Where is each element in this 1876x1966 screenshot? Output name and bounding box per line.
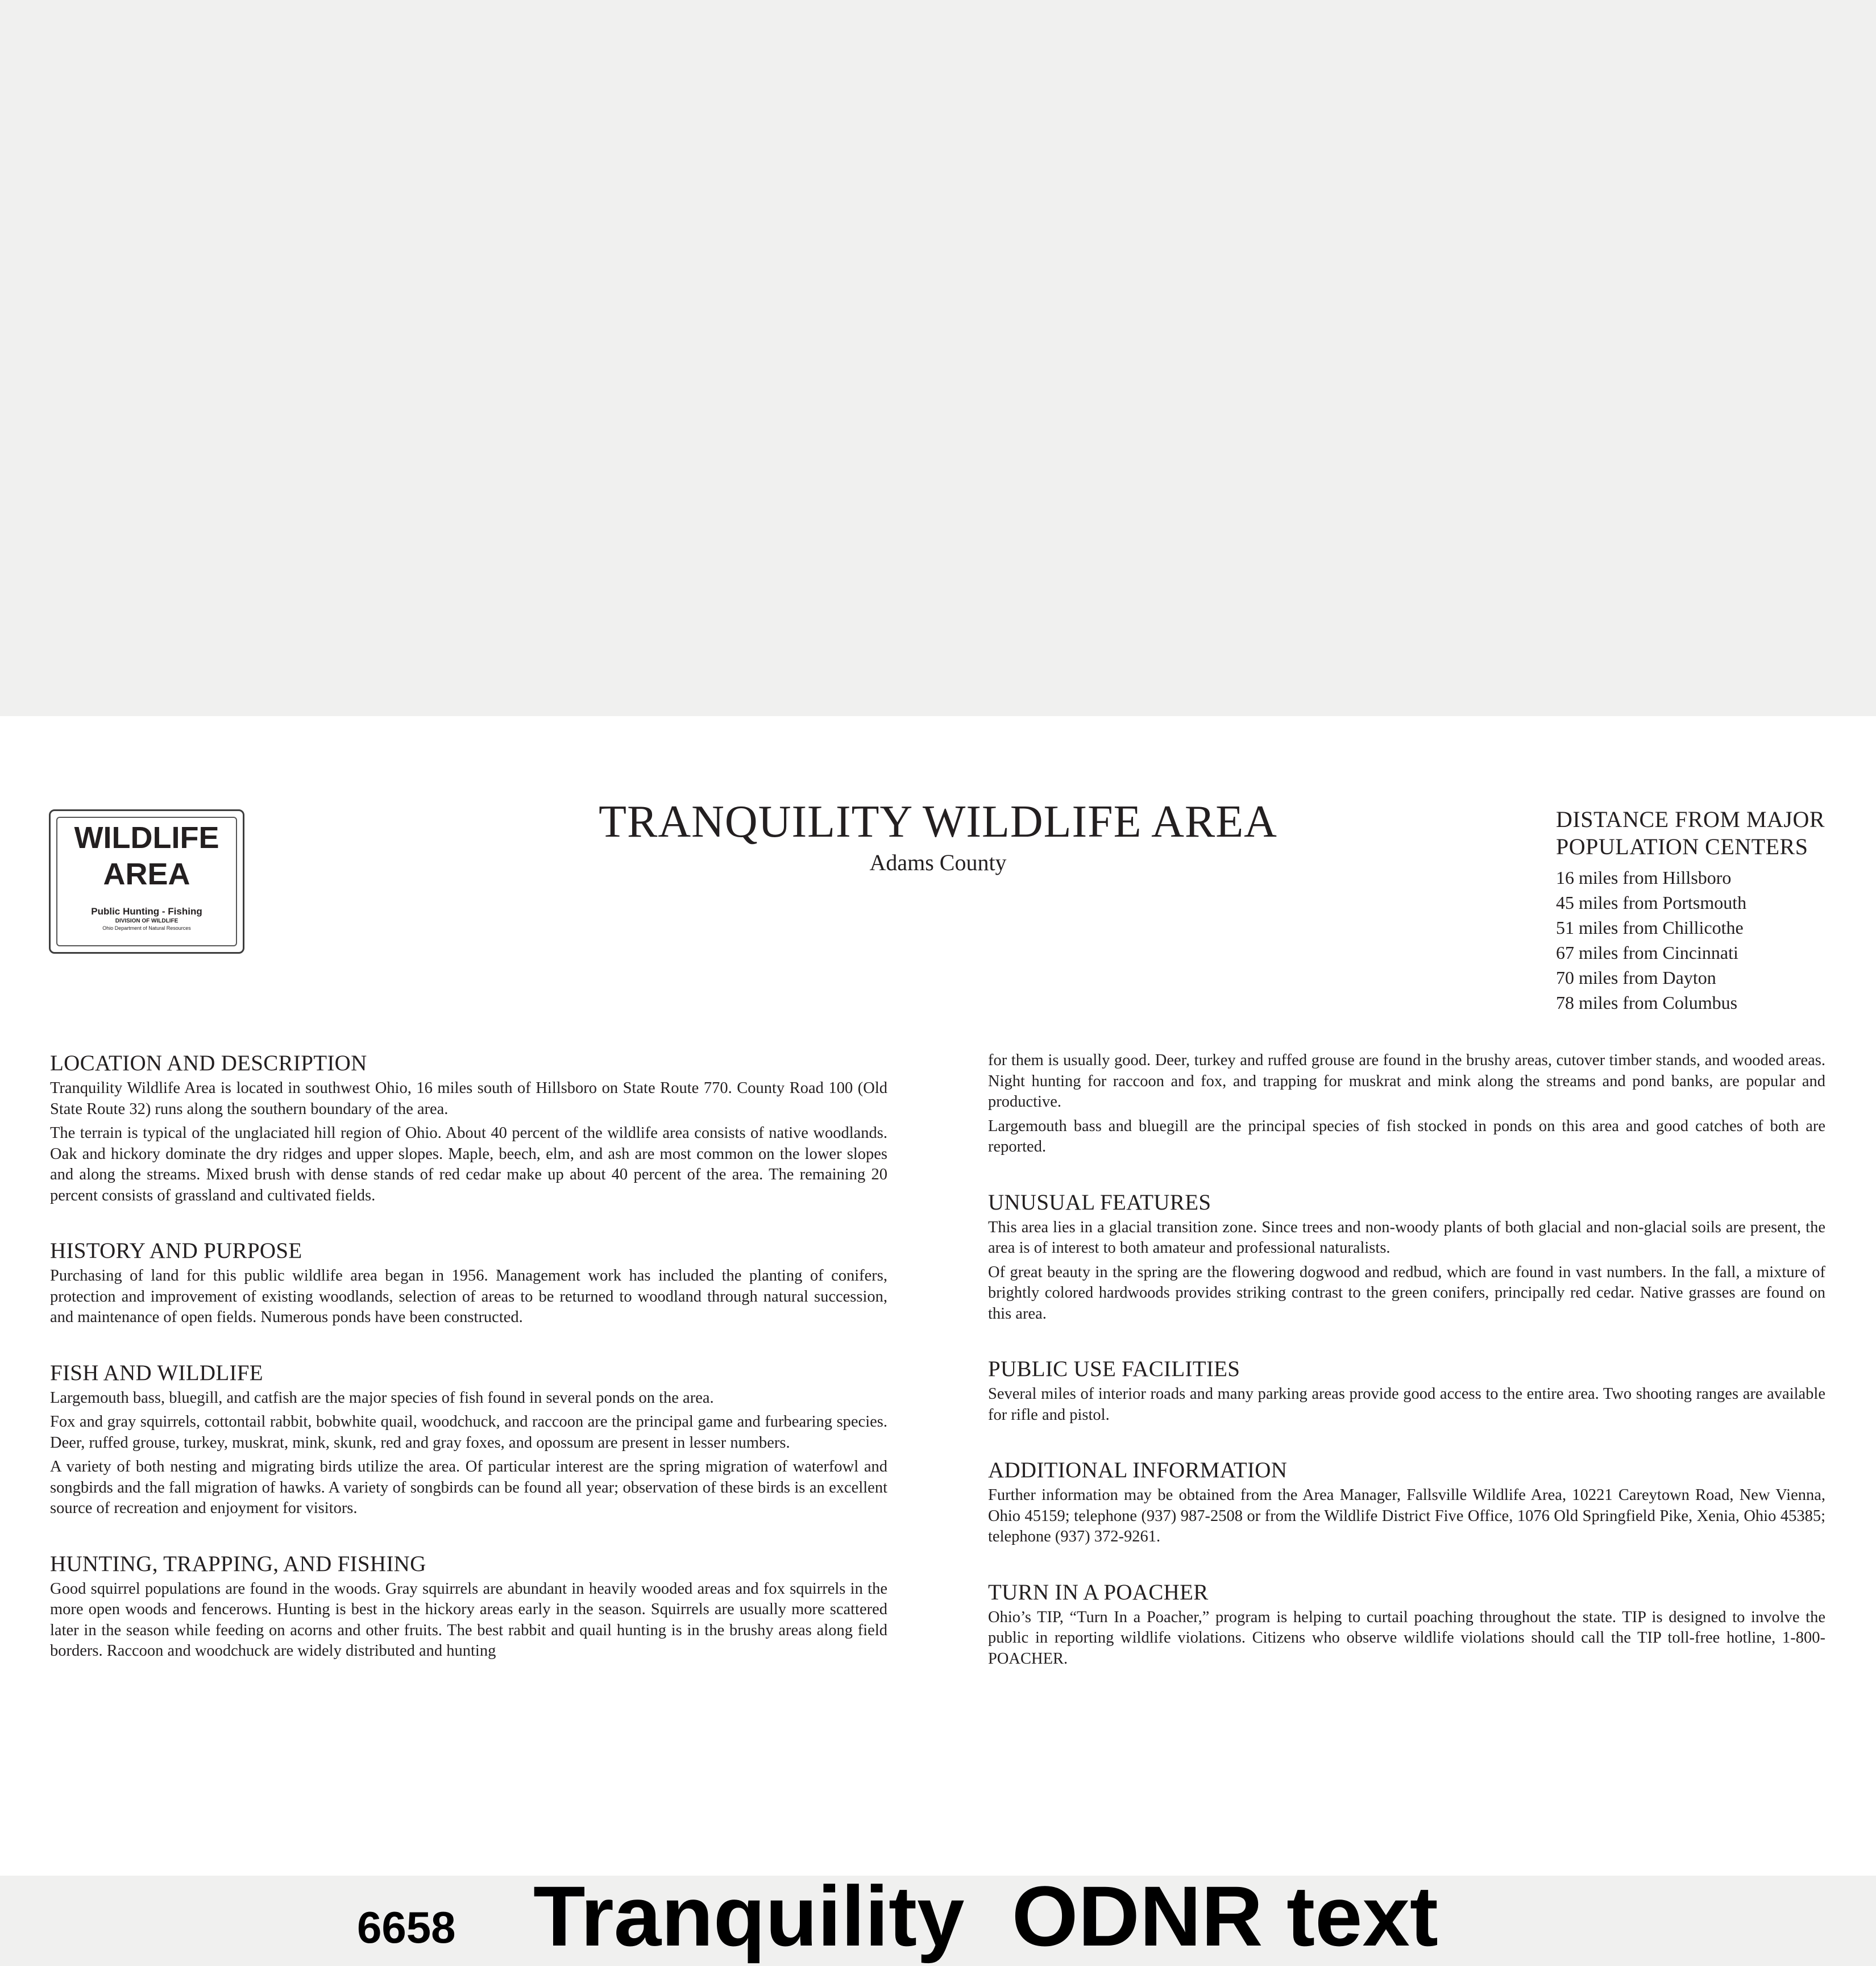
paragraph: Largemouth bass and bluegill are the principal species of fish stocked in ponds on this area and good catches of both are reported. xyxy=(988,1117,1825,1156)
top-blank-band xyxy=(0,0,1876,716)
section-heading: LOCATION AND DESCRIPTION xyxy=(50,1051,367,1075)
paragraph: The terrain is typical of the unglaciated hill region of Ohio. About 40 percent of the wildlife area consists of native woodlands. Oak and hickory dominate the dry ridges and upper slopes. Maple, beech, elm, and ash are most common on the lower slopes and along the streams. Mixed brush with dense stands of red cedar make up about 40 percent of the area. The remaining 20 percent consists of grassland and cultivated fields. xyxy=(50,1124,887,1204)
paragraph: Ohio’s TIP, “Turn In a Poacher,” program is helping to curtail poaching throughout the state. TIP is designed to involve the public in reporting wildlife violations. Citizens who observe wildlife violations should call the TIP toll-free hotline, 1-800-POACHER. xyxy=(988,1608,1825,1668)
right-column xyxy=(988,1050,1825,1701)
section-hunting-continued xyxy=(988,1050,1825,1158)
job-number: 6658 xyxy=(357,1902,456,1952)
distance-heading-line1: DISTANCE FROM MAJOR xyxy=(1556,807,1825,832)
page-subtitle: Adams County xyxy=(869,850,1007,875)
section-fish-wildlife xyxy=(50,1360,887,1519)
paragraph: Fox and gray squirrels, cottontail rabbit, bobwhite quail, woodchuck, and raccoon are the principal game and furbearing species. Deer, ruffed grouse, turkey, muskrat, mink, skunk, red and gray foxes, and opossum are present in lesser numbers. xyxy=(50,1413,887,1452)
distance-item: 16 miles from Hillsboro xyxy=(1556,867,1732,888)
paragraph: for them is usually good. Deer, turkey and ruffed grouse are found in the brushy areas, cutover timber stands, and wooded areas. Night hunting for raccoon and fox, and trapping for muskrat and mink along the streams and pond banks, are popular and productive. xyxy=(988,1051,1825,1111)
paragraph: Several miles of interior roads and many parking areas provide good access to the entire area. Two shooting ranges are available for rifle and pistol. xyxy=(988,1385,1825,1424)
paragraph: Of great beauty in the spring are the flowering dogwood and redbud, which are found in vast numbers. In the fall, a mixture of brightly colored hardwoods provides striking contrast to the green conifers, principally red cedar. Native grasses are found on this area. xyxy=(988,1263,1825,1323)
distance-box xyxy=(1556,806,1840,1015)
paragraph: This area lies in a glacial transition zone. Since trees and non-woody plants of both glacial and non-glacial soils are present, the area is of interest to both amateur and professional naturalists. xyxy=(988,1218,1825,1257)
section-heading: HISTORY AND PURPOSE xyxy=(50,1238,302,1263)
distance-item: 70 miles from Dayton xyxy=(1556,967,1716,988)
paragraph: Purchasing of land for this public wildlife area began in 1956. Management work has included the planting of conifers, protection and improvement of existing woodlands, selection of areas to be returned to woodland through natural succession, and maintenance of open fields. Numerous ponds have been constructed. xyxy=(50,1267,887,1326)
section-heading: ADDITIONAL INFORMATION xyxy=(988,1458,1288,1482)
section-heading: FISH AND WILDLIFE xyxy=(50,1360,263,1385)
job-title: Tranquility ODNR text xyxy=(533,1868,1438,1964)
wildlife-area-sign-logo xyxy=(49,809,244,954)
paragraph: Tranquility Wildlife Area is located in southwest Ohio, 16 miles south of Hillsboro on State Route 770. County Road 100 (Old State Route 32) runs along the southern boundary of the area. xyxy=(50,1079,887,1118)
sign-line-area: AREA xyxy=(103,857,190,891)
sign-division: DIVISION OF WILDLIFE xyxy=(115,918,179,924)
section-heading: PUBLIC USE FACILITIES xyxy=(988,1357,1240,1381)
distance-item: 67 miles from Cincinnati xyxy=(1556,942,1738,963)
distance-item: 51 miles from Chillicothe xyxy=(1556,917,1744,938)
sign-department: Ohio Department of Natural Resources xyxy=(102,925,191,931)
section-turn-in-poacher xyxy=(988,1580,1825,1670)
distance-list xyxy=(1556,865,1840,1015)
section-additional-info xyxy=(988,1457,1825,1548)
paragraph: Further information may be obtained from the Area Manager, Fallsville Wildlife Area, 10221 Careytown Road, New Vienna, Ohio 45159; telephone (937) 987-2508 or from the Wildlife District Five Office, 1076 Old Springfield Pike, Xenia, Ohio 45385; telephone (937) 372-9261. xyxy=(988,1486,1825,1545)
sign-line-wildlife: WILDLIFE xyxy=(74,821,219,855)
section-location xyxy=(50,1050,887,1206)
paragraph: Good squirrel populations are found in the woods. Gray squirrels are abundant in heavily wooded areas and fox squirrels in the more open woods and fencerows. Hunting is best in the hickory areas early in the season. Squirrels are usually more scattered later in the season while feeding on acorns and other fruits. The best rabbit and quail hunting is in the brushy areas along field borders. Raccoon and woodchuck are widely distributed and hunting xyxy=(50,1580,887,1660)
distance-item: 78 miles from Columbus xyxy=(1556,992,1738,1013)
section-heading: HUNTING, TRAPPING, AND FISHING xyxy=(50,1551,426,1576)
paragraph: Largemouth bass, bluegill, and catfish are the major species of fish found in several ponds on the area. xyxy=(50,1389,714,1407)
distance-heading-line2: POPULATION CENTERS xyxy=(1556,834,1808,859)
page-title: TRANQUILITY WILDLIFE AREA xyxy=(599,797,1277,847)
section-public-use xyxy=(988,1356,1825,1425)
section-heading: TURN IN A POACHER xyxy=(988,1580,1209,1605)
section-history xyxy=(50,1238,887,1328)
section-unusual-features xyxy=(988,1190,1825,1325)
distance-item: 45 miles from Portsmouth xyxy=(1556,892,1747,913)
sign-subtitle: Public Hunting - Fishing xyxy=(91,906,202,917)
left-column xyxy=(50,1050,887,1694)
section-hunting xyxy=(50,1551,887,1662)
paragraph: A variety of both nesting and migrating birds utilize the area. Of particular interest are the spring migration of waterfowl and songbirds and the fall migration of hawks. A variety of songbirds can be found all year; observation of these birds is an excellent source of recreation and enjoyment for visitors. xyxy=(50,1458,887,1517)
section-heading: UNUSUAL FEATURES xyxy=(988,1190,1211,1215)
